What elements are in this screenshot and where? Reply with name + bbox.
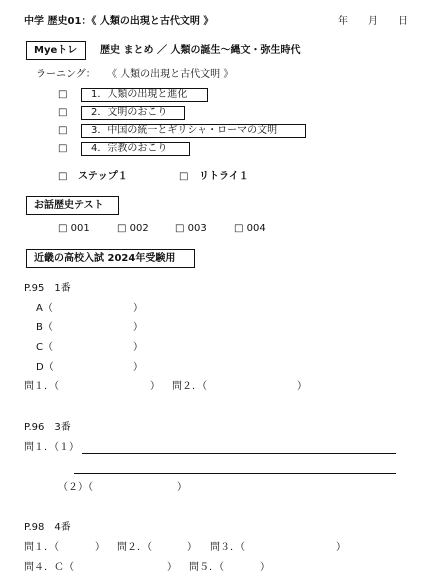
- p98-q3-label: 問３．（: [210, 542, 245, 553]
- lesson-3-label[interactable]: 3．中国の統一とギリシャ・ローマの文明: [81, 124, 306, 138]
- story-test-item-001[interactable]: □ 001: [58, 223, 90, 234]
- p98-q4-close: ）: [167, 562, 177, 573]
- p95-choice-d: D（: [36, 362, 54, 373]
- date-year-label: 年: [338, 16, 348, 27]
- p95-q1-label: 問１．（: [24, 381, 59, 392]
- p98-q5-close: ）: [260, 562, 270, 573]
- p96-q2-label: （２）（: [58, 482, 93, 493]
- mye-badge: Myeトレ: [34, 45, 78, 56]
- page-title: 中学 歴史01：《 人類の出現と古代文明 》: [24, 16, 214, 27]
- p95-q1-close: ）: [150, 381, 160, 392]
- p95-choice-c-close: ）: [133, 342, 143, 353]
- step-checkbox[interactable]: □: [58, 171, 68, 182]
- p95-q2-close: ）: [297, 381, 307, 392]
- mye-summary: 歴史 まとめ ／ 人類の誕生～縄文・弥生時代: [100, 45, 301, 56]
- p96-q1-answer-line-1: [82, 453, 396, 454]
- p95-choice-c: C（: [36, 342, 53, 353]
- p98-q1-close: ）: [95, 542, 105, 553]
- p98-q5-label: 問５．（: [189, 562, 224, 573]
- p98-q3-close: ）: [336, 542, 346, 553]
- retry-checkbox[interactable]: □: [179, 171, 189, 182]
- learning-topic: 《 人類の出現と古代文明 》: [107, 69, 234, 80]
- p96-q2-close: ）: [177, 482, 187, 493]
- date-day-label: 日: [398, 16, 408, 27]
- date-month-label: 月: [368, 16, 378, 27]
- story-test-item-003[interactable]: □ 003: [175, 223, 207, 234]
- p98-heading: P.98 4番: [24, 522, 71, 533]
- p95-q2-label: 問２．（: [172, 381, 207, 392]
- p96-heading: P.96 3番: [24, 422, 71, 433]
- lesson-1-label[interactable]: 1．人類の出現と進化: [81, 88, 208, 102]
- learning-label: ラーニング：: [36, 69, 96, 80]
- exam-badge: 近畿の高校入試 2024年受験用: [34, 253, 176, 264]
- lesson-3-checkbox[interactable]: □: [58, 125, 68, 136]
- lesson-1-checkbox[interactable]: □: [58, 89, 68, 100]
- lesson-4-label[interactable]: 4．宗教のおこり: [81, 142, 190, 156]
- lesson-2-checkbox[interactable]: □: [58, 107, 68, 118]
- p95-choice-a-close: ）: [133, 303, 143, 314]
- story-test-badge: お話歴史テスト: [34, 200, 104, 211]
- p96-q1-label: 問１．（１）: [24, 442, 79, 453]
- lesson-4-checkbox[interactable]: □: [58, 143, 68, 154]
- story-test-item-002[interactable]: □ 002: [117, 223, 149, 234]
- p95-choice-b-close: ）: [133, 322, 143, 333]
- p95-choice-a: A（: [36, 303, 53, 314]
- p95-choice-d-close: ）: [133, 362, 143, 373]
- p96-q1-answer-line-2: [74, 473, 396, 474]
- lesson-2-label[interactable]: 2．文明のおこり: [81, 106, 185, 120]
- p98-q1-label: 問１．（: [24, 542, 59, 553]
- step-label: ステップ１: [78, 171, 128, 182]
- p98-q2-label: 問２．（: [117, 542, 152, 553]
- p98-q4-label: 問４．Ｃ（: [24, 562, 74, 573]
- p98-q2-close: ）: [187, 542, 197, 553]
- story-test-item-004[interactable]: □ 004: [234, 223, 266, 234]
- p95-choice-b: B（: [36, 322, 53, 333]
- p95-heading: P.95 1番: [24, 283, 71, 294]
- retry-label: リトライ１: [199, 171, 249, 182]
